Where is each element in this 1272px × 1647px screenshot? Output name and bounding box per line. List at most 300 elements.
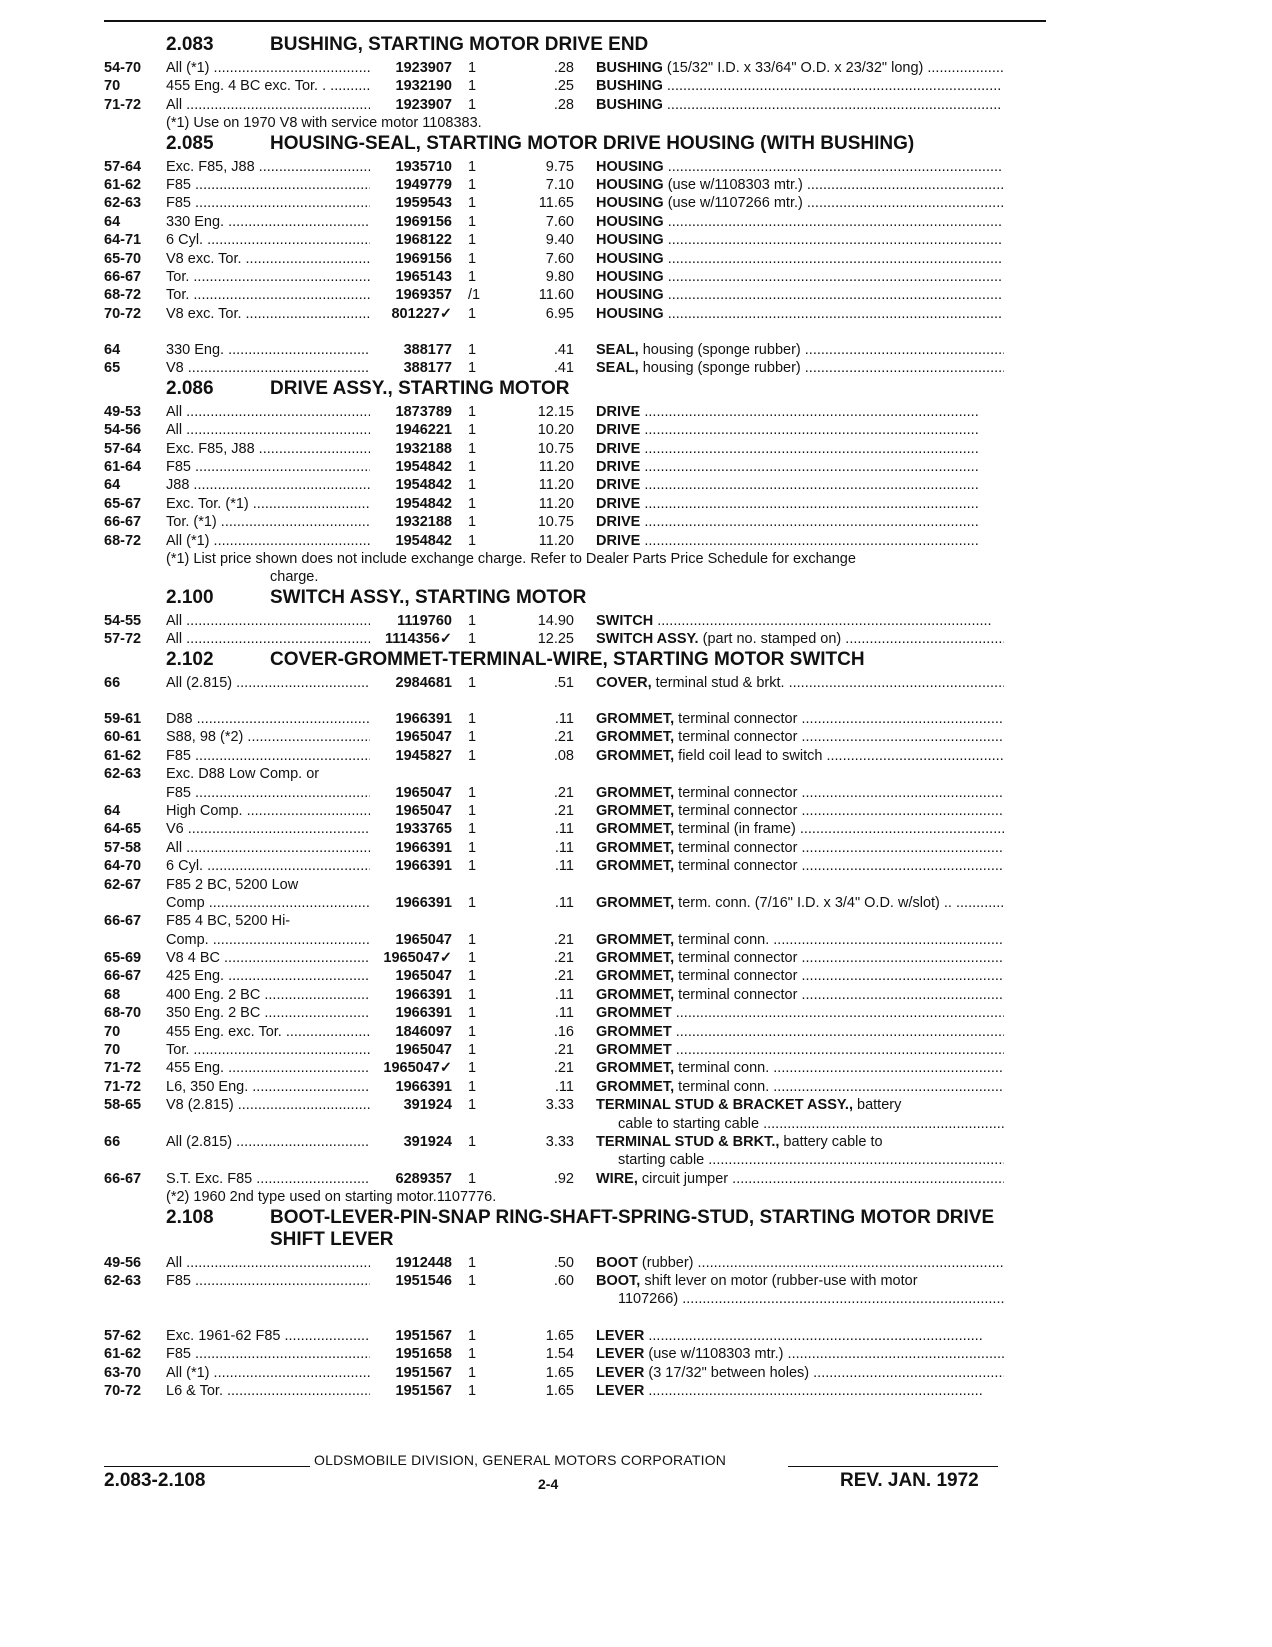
part-number: 1846097 [395, 1023, 452, 1040]
model-year: 64 [104, 802, 121, 819]
quantity: 1 [468, 360, 477, 377]
part-description [596, 747, 1004, 765]
part-row [104, 784, 1049, 802]
part-detail: terminal connector [674, 839, 798, 856]
catalog-section [104, 587, 1049, 649]
part-row [104, 912, 1049, 930]
part-description-continued: 1107266) ..... [618, 1290, 1004, 1308]
quantity: 1 [468, 342, 477, 359]
part-name: DRIVE [596, 514, 641, 531]
part-row [104, 77, 1049, 95]
quantity: 1 [468, 1327, 477, 1344]
part-name: GROMMET, [596, 858, 675, 875]
quantity: 1 [468, 986, 477, 1003]
part-number: 1873789 [395, 403, 452, 420]
footnote-text: (*1) List price shown does not include exchange charge. Refer to Dealer Parts Price Schedule for exchange [166, 551, 856, 567]
model-application: F85 ..... [166, 194, 370, 212]
quantity: 1 [468, 60, 477, 76]
section-number: 2.085 [166, 132, 214, 154]
model-year: 66-67 [104, 268, 142, 285]
part-description [596, 894, 1004, 912]
section-heading [104, 649, 1049, 674]
section-title: SWITCH ASSY., STARTING MOTOR [270, 586, 587, 608]
quantity: 1 [468, 858, 477, 875]
row-spacer [104, 692, 1049, 710]
quantity: 1 [468, 1042, 477, 1059]
quantity: 1 [468, 1060, 477, 1077]
part-name: GROMMET, [596, 931, 675, 948]
quantity: 1 [468, 968, 477, 985]
model-year: 64 [104, 213, 121, 230]
part-detail: terminal conn. [674, 1078, 770, 1095]
quantity: 1 [468, 176, 477, 193]
part-number: 801227✓ [391, 305, 452, 322]
part-description [596, 476, 1004, 494]
part-number: 1965047✓ [383, 950, 452, 967]
revision-date: REV. JAN. 1972 [840, 1470, 979, 1491]
section-footnote [104, 1188, 1049, 1206]
quantity: 1 [468, 674, 477, 691]
section-number: 2.100 [166, 586, 214, 608]
list-price: 3.33 [545, 1097, 574, 1114]
quantity: 1 [468, 894, 477, 911]
footnote-text: (*1) Use on 1970 V8 with service motor 1108383. [166, 115, 482, 132]
model-application: 350 Eng. 2 BC ..... [166, 1004, 370, 1022]
part-description [596, 495, 1004, 513]
part-row [104, 986, 1049, 1004]
section-heading [104, 378, 1049, 403]
part-name: GROMMET, [596, 986, 675, 1003]
model-application: F85 ..... [166, 747, 370, 765]
part-name: SEAL, [596, 342, 639, 359]
model-year: 70 [104, 1042, 121, 1059]
part-name: DRIVE [596, 422, 641, 439]
part-detail: terminal connector [674, 710, 798, 727]
part-name: GROMMET [596, 1005, 672, 1022]
model-year: 57-64 [104, 440, 142, 457]
part-number: 1923907 [395, 60, 452, 76]
part-description [596, 949, 1004, 967]
model-application: Exc. D88 Low Comp. or [166, 766, 320, 783]
part-number: 391924 [403, 1097, 452, 1114]
list-price: 1.65 [545, 1327, 574, 1344]
model-year: 63-70 [104, 1364, 142, 1381]
list-price: .11 [554, 894, 574, 911]
part-number: 1954842 [395, 459, 452, 476]
row-spacer [104, 1309, 1049, 1327]
part-row [104, 1345, 1049, 1363]
part-name: BUSHING [596, 78, 663, 95]
section-footnote [104, 550, 1049, 587]
part-name: GROMMET, [596, 1078, 675, 1095]
part-description [596, 1023, 1004, 1041]
list-price: 1.54 [545, 1346, 574, 1363]
part-detail: (use w/1108303 mtr.) [663, 176, 803, 193]
model-application: Exc. F85, J88 ..... [166, 440, 370, 458]
model-application: 6 Cyl. ..... [166, 231, 370, 249]
model-application: 330 Eng. ..... [166, 213, 370, 231]
quantity: 1 [468, 514, 477, 531]
part-number: 1949779 [395, 176, 452, 193]
model-year: 58-65 [104, 1097, 142, 1114]
part-row [104, 341, 1049, 359]
section-heading [104, 34, 1049, 59]
part-detail: (rubber) [637, 1254, 694, 1271]
quantity: 1 [468, 440, 477, 457]
model-year: 71-72 [104, 1060, 142, 1077]
model-application: V6 ..... [166, 820, 370, 838]
part-detail: (3 17/32" between holes) [644, 1364, 810, 1381]
quantity: 1 [468, 96, 477, 113]
quantity: 1 [468, 802, 477, 819]
part-number: 1965047 [395, 968, 452, 985]
section-title: DRIVE ASSY., STARTING MOTOR [270, 377, 570, 399]
quantity: 1 [468, 232, 477, 249]
section-number: 2.102 [166, 648, 214, 670]
quantity: 1 [468, 710, 477, 727]
model-application: All (*1) ..... [166, 1364, 370, 1382]
model-year: 54-55 [104, 612, 142, 629]
model-application: D88 ..... [166, 710, 370, 728]
model-year: 61-62 [104, 1346, 142, 1363]
part-description [596, 1059, 1004, 1077]
part-name: WIRE, [596, 1170, 638, 1187]
quantity: 1 [468, 1097, 477, 1114]
part-detail: terminal connector [674, 784, 798, 801]
part-description [596, 1364, 1004, 1382]
quantity: 1 [468, 729, 477, 746]
part-number: 1966391 [395, 1078, 452, 1095]
section-title: HOUSING-SEAL, STARTING MOTOR DRIVE HOUSING (WITH BUSHING) [270, 132, 915, 154]
model-year: 57-72 [104, 631, 142, 648]
part-number: 1933765 [395, 821, 452, 838]
list-price: 11.20 [538, 532, 574, 549]
quantity: 1 [468, 195, 477, 212]
model-year: 62-67 [104, 876, 142, 893]
part-detail: battery cable to [779, 1133, 883, 1150]
model-application: 330 Eng. ..... [166, 341, 370, 359]
list-price: .21 [553, 729, 574, 746]
part-name: HOUSING [596, 268, 664, 285]
model-application: F85 ..... [166, 1272, 370, 1290]
part-detail: (use w/1108303 mtr.) [644, 1346, 784, 1363]
part-number: 1965047 [395, 802, 452, 819]
part-row [104, 1364, 1049, 1382]
part-description [596, 513, 1004, 531]
list-price: 7.60 [545, 213, 574, 230]
model-year: 66-67 [104, 1170, 142, 1187]
quantity: 1 [468, 459, 477, 476]
list-price: 10.75 [537, 440, 574, 457]
model-year: 62-63 [104, 1272, 142, 1289]
part-description-continued: starting cable ..... [618, 1151, 1004, 1169]
list-price: 11.20 [538, 495, 574, 512]
part-description [596, 532, 1004, 550]
part-number: 1968122 [395, 232, 452, 249]
part-number: 1951658 [395, 1346, 452, 1363]
part-name: LEVER [596, 1382, 645, 1399]
model-year: 66 [104, 674, 121, 691]
model-year: 57-62 [104, 1327, 142, 1344]
model-application: V8 ..... [166, 359, 370, 377]
part-description [596, 1345, 1004, 1363]
section-footnote [104, 114, 1049, 132]
model-application: V8 4 BC ..... [166, 949, 370, 967]
quantity: 1 [468, 950, 477, 967]
model-application: Tor. ..... [166, 1041, 370, 1059]
part-description [596, 986, 1004, 1004]
model-year: 62-63 [104, 766, 142, 783]
part-description-continued: cable to starting cable ..... [618, 1115, 1004, 1133]
model-year: 64-71 [104, 232, 142, 249]
quantity: 1 [468, 784, 477, 801]
part-row [104, 458, 1049, 476]
row-spacer [104, 323, 1049, 341]
part-name: GROMMET, [596, 894, 675, 911]
part-number: 1966391 [395, 894, 452, 911]
footnote-text: (*2) 1960 2nd type used on starting motor.1107776. [166, 1189, 497, 1206]
part-name: SWITCH ASSY. [596, 631, 699, 648]
model-application: 455 Eng. exc. Tor. ..... [166, 1023, 370, 1041]
part-description [596, 77, 1004, 95]
quantity: 1 [468, 1346, 477, 1363]
model-year: 66-67 [104, 968, 142, 985]
part-description [596, 268, 1004, 286]
part-description [596, 967, 1004, 985]
model-application: F85 ..... [166, 176, 370, 194]
list-price: .11 [554, 1078, 574, 1095]
part-name: GROMMET, [596, 839, 675, 856]
part-row [104, 403, 1049, 421]
part-number: 1965143 [395, 268, 452, 285]
part-detail: terminal (in frame) [674, 821, 796, 838]
model-application: 400 Eng. 2 BC ..... [166, 986, 370, 1004]
list-price: .21 [553, 950, 574, 967]
model-application: Tor. ..... [166, 286, 370, 304]
part-row [104, 513, 1049, 531]
model-year: 70-72 [104, 305, 142, 322]
part-detail: terminal stud & brkt. [651, 674, 785, 691]
quantity: 1 [468, 1170, 477, 1187]
part-name: GROMMET, [596, 950, 675, 967]
model-application: F85 4 BC, 5200 Hi- [166, 913, 291, 930]
footer-rule-right [788, 1466, 998, 1467]
part-name: DRIVE [596, 532, 641, 549]
model-application: All ..... [166, 612, 370, 630]
part-detail: terminal connector [674, 986, 798, 1003]
list-price: .25 [553, 78, 574, 95]
model-application: J88 ..... [166, 476, 370, 494]
part-row [104, 1004, 1049, 1022]
section-number: 2.086 [166, 377, 214, 399]
part-name: HOUSING [596, 213, 664, 230]
part-description [596, 839, 1004, 857]
section-number: 2.083 [166, 34, 214, 55]
part-row [104, 59, 1049, 77]
part-detail: circuit jumper [637, 1170, 729, 1187]
part-detail: shift lever on motor (rubber-use with motor [640, 1272, 918, 1289]
part-description [596, 341, 1004, 359]
part-detail: battery [853, 1097, 902, 1114]
part-number: 1951567 [395, 1382, 452, 1399]
model-year: 65 [104, 360, 121, 377]
model-year: 66-67 [104, 514, 142, 531]
part-number: 1969156 [395, 250, 452, 267]
part-name: GROMMET, [596, 784, 675, 801]
part-number: 388177 [403, 342, 452, 359]
list-price: .11 [554, 839, 574, 856]
model-application: L6, 350 Eng. ..... [166, 1078, 370, 1096]
model-application: V8 exc. Tor. ..... [166, 250, 370, 268]
part-row [104, 765, 1049, 783]
part-number: 1965047✓ [383, 1060, 452, 1077]
quantity: 1 [468, 1364, 477, 1381]
part-row [104, 359, 1049, 377]
part-name: GROMMET, [596, 1060, 675, 1077]
model-year: 57-64 [104, 158, 142, 175]
footer-company: OLDSMOBILE DIVISION, GENERAL MOTORS CORPORATION [314, 1452, 727, 1468]
part-description [596, 1327, 1004, 1345]
list-price: 10.75 [537, 514, 574, 531]
model-application: F85 ..... [166, 784, 370, 802]
quantity: 1 [468, 213, 477, 230]
part-number: 1912448 [395, 1254, 452, 1271]
part-detail: terminal connector [674, 968, 798, 985]
part-description [596, 403, 1004, 421]
model-application: Exc. Tor. (*1) ..... [166, 495, 370, 513]
part-row [104, 495, 1049, 513]
part-row [104, 967, 1049, 985]
list-price: 7.10 [545, 176, 574, 193]
catalog-section [104, 133, 1049, 378]
quantity: 1 [468, 1023, 477, 1040]
section-title: COVER-GROMMET-TERMINAL-WIRE, STARTING MOTOR SWITCH [270, 648, 865, 670]
footer-section-range: 2.083-2.108 [104, 1470, 206, 1491]
part-row [104, 1327, 1049, 1345]
model-year: 64-65 [104, 821, 142, 838]
part-row [104, 710, 1049, 728]
part-description [596, 1078, 1004, 1096]
quantity: 1 [468, 532, 477, 549]
section-heading [104, 133, 1049, 158]
part-name: SWITCH [596, 612, 654, 629]
model-year: 71-72 [104, 96, 142, 113]
part-row [104, 1170, 1049, 1188]
part-description [596, 1041, 1004, 1059]
model-year: 61-62 [104, 176, 142, 193]
part-row [104, 1272, 1049, 1309]
part-name: HOUSING [596, 158, 664, 175]
footnote-continued: charge. [270, 569, 319, 586]
part-number: 1932188 [395, 514, 452, 531]
part-name: GROMMET [596, 1042, 672, 1059]
model-year: 62-63 [104, 195, 142, 212]
footer-rule-left [104, 1466, 310, 1467]
part-row [104, 894, 1049, 912]
model-year: 61-62 [104, 747, 142, 764]
model-year: 68-70 [104, 1005, 142, 1022]
part-description [596, 1382, 1004, 1400]
model-year: 68-72 [104, 287, 142, 304]
model-application: F85 2 BC, 5200 Low [166, 876, 299, 893]
part-row [104, 802, 1049, 820]
part-number: 2984681 [395, 674, 452, 691]
model-year: 64-70 [104, 858, 142, 875]
model-year: 65-69 [104, 950, 142, 967]
list-price: .28 [553, 60, 574, 76]
list-price: .41 [553, 342, 574, 359]
part-detail: field coil lead to switch [674, 747, 823, 764]
list-price: 11.60 [538, 287, 574, 304]
part-description [596, 96, 1004, 114]
top-rule [104, 20, 1046, 22]
model-application: Exc. 1961-62 F85 ..... [166, 1327, 370, 1345]
part-detail: terminal conn. [674, 931, 770, 948]
part-description [596, 1096, 1004, 1114]
part-row [104, 674, 1049, 692]
section-heading [104, 1207, 1049, 1254]
part-row [104, 612, 1049, 630]
list-price: .41 [553, 360, 574, 377]
model-application: V8 exc. Tor. ..... [166, 305, 370, 323]
part-number: 1966391 [395, 858, 452, 875]
part-name: TERMINAL STUD & BRACKET ASSY., [596, 1097, 853, 1114]
part-number: 1966391 [395, 710, 452, 727]
list-price: 3.33 [545, 1133, 574, 1150]
part-detail: housing (sponge rubber) [638, 360, 801, 377]
part-row [104, 839, 1049, 857]
part-row [104, 931, 1049, 949]
part-number: 1969156 [395, 213, 452, 230]
part-description [596, 59, 1004, 77]
part-row [104, 876, 1049, 894]
part-description [596, 250, 1004, 268]
part-row [104, 1078, 1049, 1096]
list-price: .92 [553, 1170, 574, 1187]
part-number: 1951546 [395, 1272, 452, 1289]
quantity: 1 [468, 631, 477, 648]
quantity: 1 [468, 1272, 477, 1289]
part-name: GROMMET, [596, 968, 675, 985]
part-description [596, 359, 1004, 377]
part-description [596, 784, 1004, 802]
part-description [596, 1133, 1004, 1151]
list-price: .28 [553, 96, 574, 113]
parts-catalog [104, 34, 1049, 1400]
model-year: 61-64 [104, 459, 142, 476]
part-row [104, 820, 1049, 838]
part-detail: terminal connector [674, 729, 798, 746]
list-price: .11 [554, 986, 574, 1003]
model-application: Comp. ..... [166, 931, 370, 949]
model-year: 71-72 [104, 1078, 142, 1095]
part-description [596, 231, 1004, 249]
part-number: 1935710 [395, 158, 452, 175]
part-row [104, 1254, 1049, 1272]
quantity: 1 [468, 158, 477, 175]
list-price: 11.65 [538, 195, 574, 212]
part-detail: (use w/1107266 mtr.) [663, 195, 803, 212]
part-row [104, 1096, 1049, 1133]
part-row [104, 630, 1049, 648]
part-row [104, 532, 1049, 550]
part-name: DRIVE [596, 459, 641, 476]
list-price: .08 [553, 747, 574, 764]
model-application: All ..... [166, 630, 370, 648]
part-number: 1959543 [395, 195, 452, 212]
model-application: All ..... [166, 96, 370, 114]
model-year: 66-67 [104, 913, 142, 930]
